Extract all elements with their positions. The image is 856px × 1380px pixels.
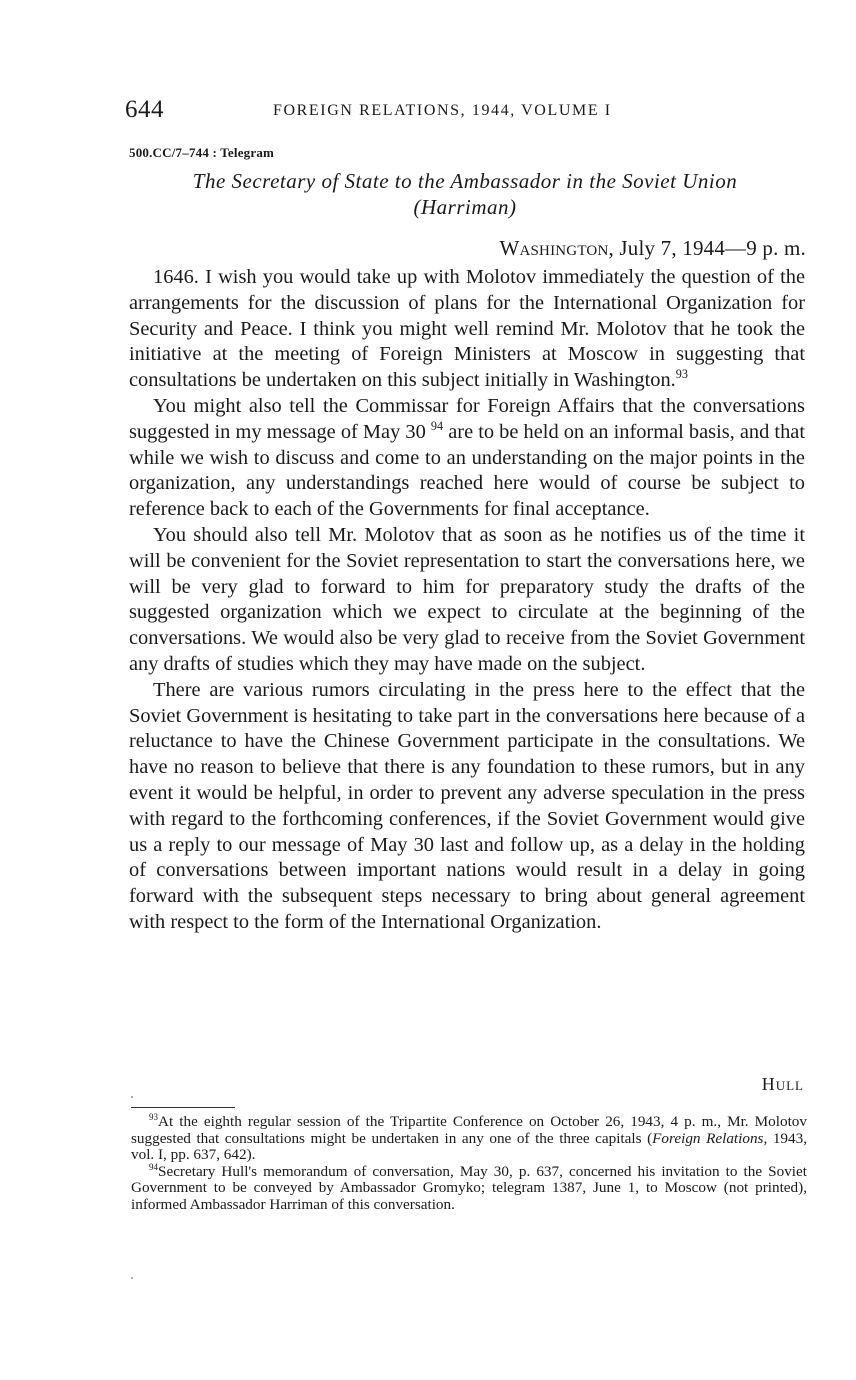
running-title: FOREIGN RELATIONS, 1944, VOLUME I [273,102,612,119]
page-number: 644 [125,96,164,123]
dateline-place: Washington, [499,236,614,260]
footnote-94 [131,1161,807,1214]
dateline [499,236,806,261]
document-title [125,168,805,220]
footnote-94-text: Secretary Hull's memorandum of conversation, May 30, p. 637, concerned his invitation to the Soviet Government to be conveyed by Ambassador Gromyko; telegram 1387, June 1, to Moscow (not printed), informed Ambassador Harriman of this conversation. [131,1162,807,1213]
document-title-line-2: (Harriman) [413,195,517,219]
paragraph-3: You should also tell Mr. Molotov that as soon as he notifies us of the time it will be convenient for the Soviet representation to start the conversations here, we will be very glad to forward to him for preparatory study the drafts of the suggested organization which we expect to circulate at the beginning of the conversations. We would also be very glad to receive from the Soviet Government any drafts of studies which they may have made on the subject. [129,523,805,675]
footnotes [131,1111,808,1214]
paragraph-1-text: 1646. I wish you would take up with Molotov immediately the question of the arrangements for the discussion of plans for the International Organization for Security and Peace. I think you might well remind Mr. Molotov that he took the initiative at the meeting of Foreign Ministers at Moscow in suggesting that consultations be undertaken on this subject initially in Washington. [129,266,805,392]
footnote-93 [131,1111,808,1164]
paragraph-4: There are various rumors circulating in the press here to the effect that the Soviet Government is hesitating to take part in the conversations here because of a reluctance to have the Chinese Government participate in the consultations. We have no reason to believe that there is any foundation to these rumors, but in any event it would be helpful, in order to prevent any adverse speculation in the press with regard to the forthcoming conferences, if the Soviet Government would give us a reply to our message of May 30 last and follow up, as a delay in the holding of conversations between important nations would result in a delay in going forward with the subsequent steps necessary to bring about general agreement with respect to the form of the International Organization. [129,678,805,933]
footnote-93-text-a: At the eighth regular session of the Tripartite Conference on October 26, 1943, 4 p. m., Mr. Molotov suggested that consultations might be undertaken in any one of the three capitals ( [131,1113,807,1147]
footnote-93-italic: Foreign Relations [652,1129,764,1147]
document-title-line-1: The Secretary of State to the Ambassador in the Soviet Union [192,169,738,193]
paragraph-2 [129,394,805,523]
footnote-ref-94: 94 [430,418,444,433]
paragraph-2-text-a: You might also tell the Commissar for Foreign Affairs that the conversations suggested in my message of May 30 [129,394,805,443]
footnote-93-text-b: , 1943, vol. I, pp. 637, 642). [131,1129,808,1164]
paragraph-2-text-b: are to be held on an informal basis, and that while we wish to discuss and come to an understanding on the major points in the organization, any understandings reached here would of course be subject to reference back to each of the Governments for final acceptance. [129,420,805,521]
signature: Hull [761,1074,804,1094]
footnote-ref-93: 93 [675,367,688,382]
running-header [125,96,805,130]
footnote-93-mark: 93 [149,1111,158,1122]
scan-speck [131,1277,133,1279]
footnote-divider [131,1107,235,1108]
dateline-date: July 7, 1944—9 p. m. [613,236,806,260]
file-reference: 500.CC/7–744 : Telegram [129,145,275,160]
telegram-body [129,265,805,936]
footnote-94-mark: 94 [149,1161,158,1172]
scan-speck [131,1096,133,1098]
paragraph-1 [129,265,805,394]
